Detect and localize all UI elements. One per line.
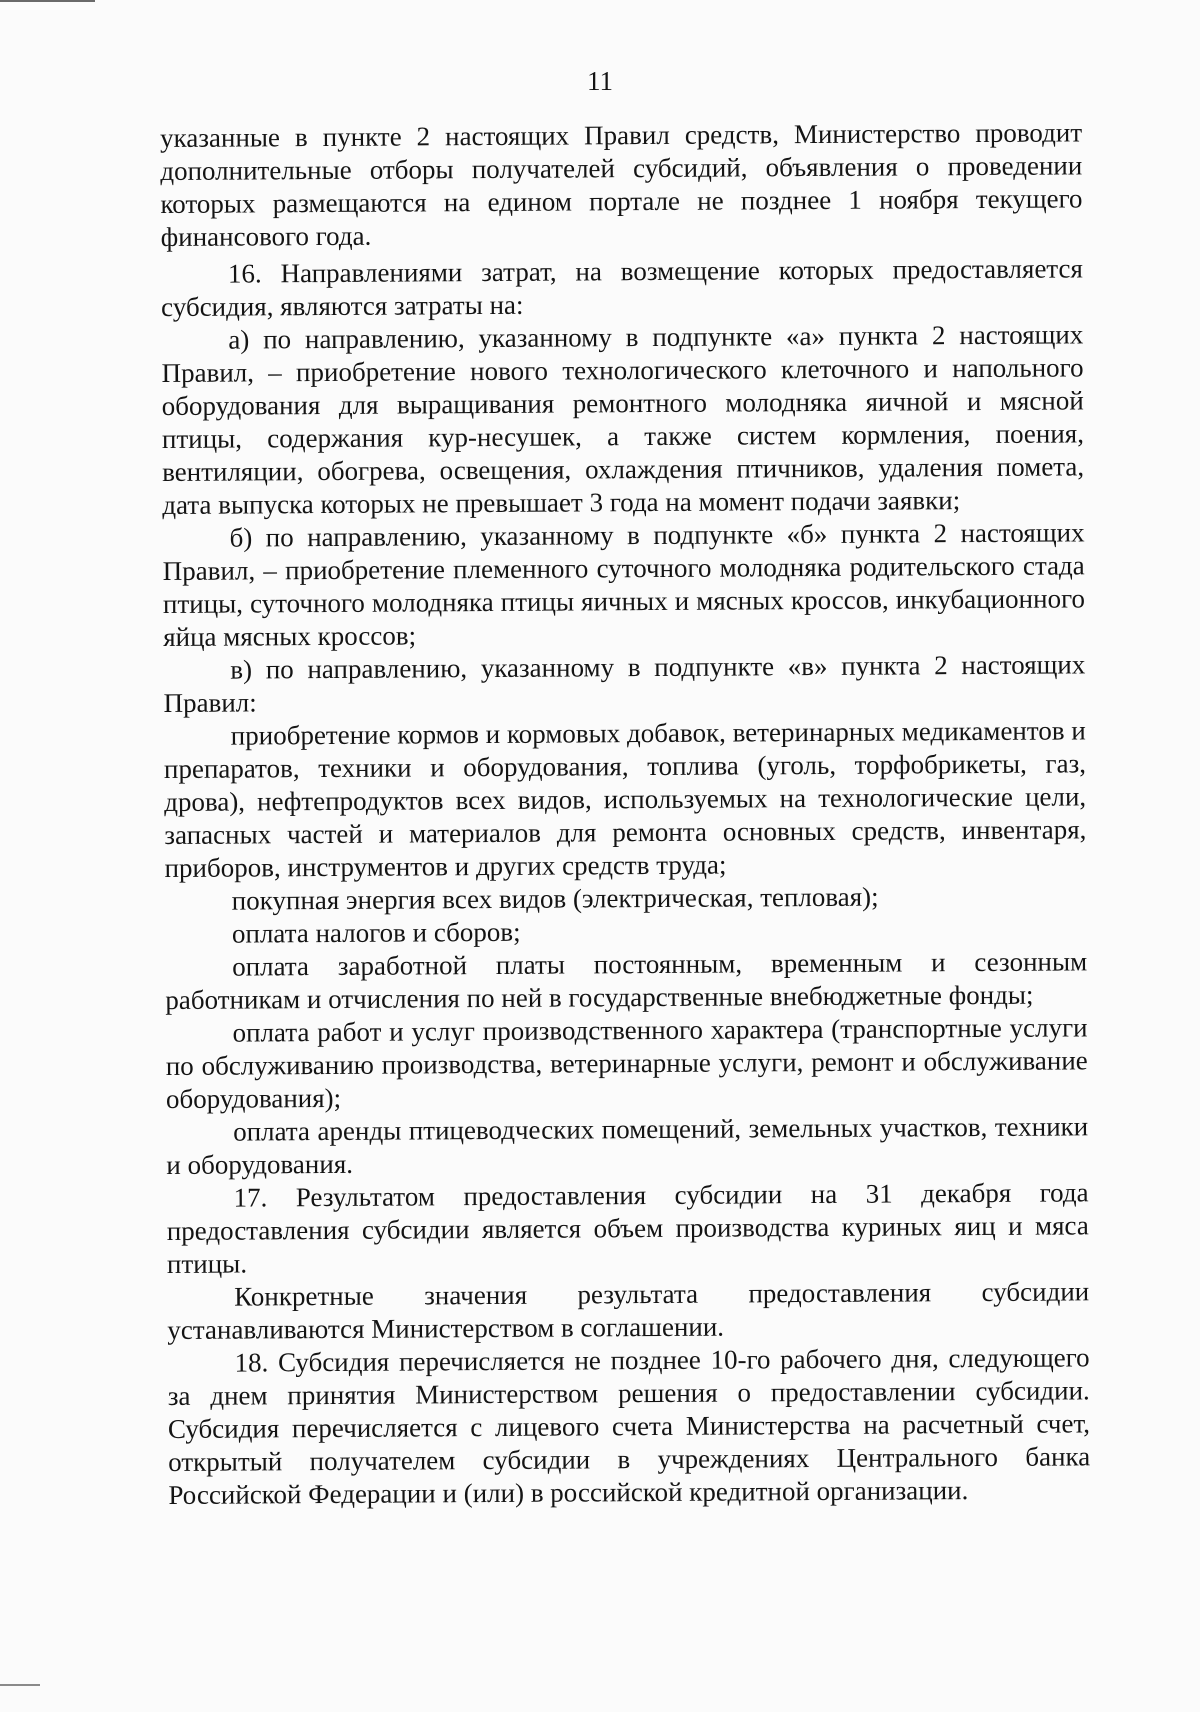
paragraph-taxes: оплата налогов и сборов;: [231, 916, 521, 949]
scan-edge-mark: [0, 0, 95, 2]
paragraph-16: 16. Направлениями затрат, на возмещение которых предоставляется субсидия, являются затраты на:: [161, 253, 1084, 322]
paragraph-18: 18. Субсидия перечисляется не позднее 10-го рабочего дня, следующего за днем принятия Министерством решения о предоставлении субсидии. Субсидия перечисляется с лицевого счета Министерства на расчетный счет, открытый получателем субсидии в учреждениях Центрального банка Российской Федерации и (или) в российской кредитной организации.: [167, 1342, 1091, 1510]
paragraph-16-v: в) по направлению, указанному в подпункте «в» пункта 2 настоящих Правил:: [163, 649, 1086, 718]
paragraph-rent: оплата аренды птицеводческих помещений, земельных участков, техники и оборудования.: [166, 1111, 1089, 1180]
paragraph-16-a: а) по направлению, указанному в подпункте «а» пункта 2 настоящих Правил, – приобретение нового технологического клеточного и напольного оборудования для выращивания ремонтного молодняка яичной и мясной птицы, содержания кур-несушек, а также систем кормления, поения, вентиляции, обогрева, освещения, охлаждения птичников, удаления помета, дата выпуска которых не превышает 3 года на момент подачи заявки;: [161, 319, 1085, 520]
paragraph-continuation: указанные в пункте 2 настоящих Правил средств, Министерство проводит дополнительные отборы получателей субсидий, объявления о проведении которых размещаются на едином портале не позднее 1 ноября текущего финансового года.: [160, 117, 1083, 252]
paragraph-services: оплата работ и услуг производственного характера (транспортные услуги по обслуживанию производства, ветеринарные услуги, ремонт и обслуживание оборудования);: [165, 1012, 1088, 1114]
paragraph-17-values: Конкретные значения результата предоставления субсидии устанавливаются Министерством в соглашении.: [167, 1276, 1090, 1345]
paragraph-wages: оплата заработной платы постоянным, временным и сезонным работникам и отчисления по ней в государственные внебюджетные фонды;: [165, 946, 1088, 1015]
paragraph-16-b: б) по направлению, указанному в подпункте «б» пункта 2 настоящих Правил, – приобретение племенного суточного молодняка родительского стада птицы, суточного молодняка птицы яичных и мясных кроссов, инкубационного яйца мясных кроссов;: [162, 517, 1086, 652]
paragraph-17: 17. Результатом предоставления субсидии на 31 декабря года предоставления субсидии является объем производства куриных яиц и мяса птицы.: [166, 1177, 1089, 1279]
paragraph-energy: покупная энергия всех видов (электрическая, тепловая);: [231, 881, 879, 916]
paragraph-feed-purchase: приобретение кормов и кормовых добавок, ветеринарных медикаментов и препаратов, техники и оборудования, топлива (уголь, торфобрикеты, газ, дрова), нефтепродуктов всех видов, используемых на технологические цели, запасных частей и материалов для ремонта основных средств, инвентаря, приборов, инструментов и других средств труда;: [163, 715, 1087, 883]
page-number: 11: [587, 66, 613, 96]
scan-edge-mark-bottom: [0, 1684, 40, 1686]
document-body: [160, 116, 1090, 1512]
